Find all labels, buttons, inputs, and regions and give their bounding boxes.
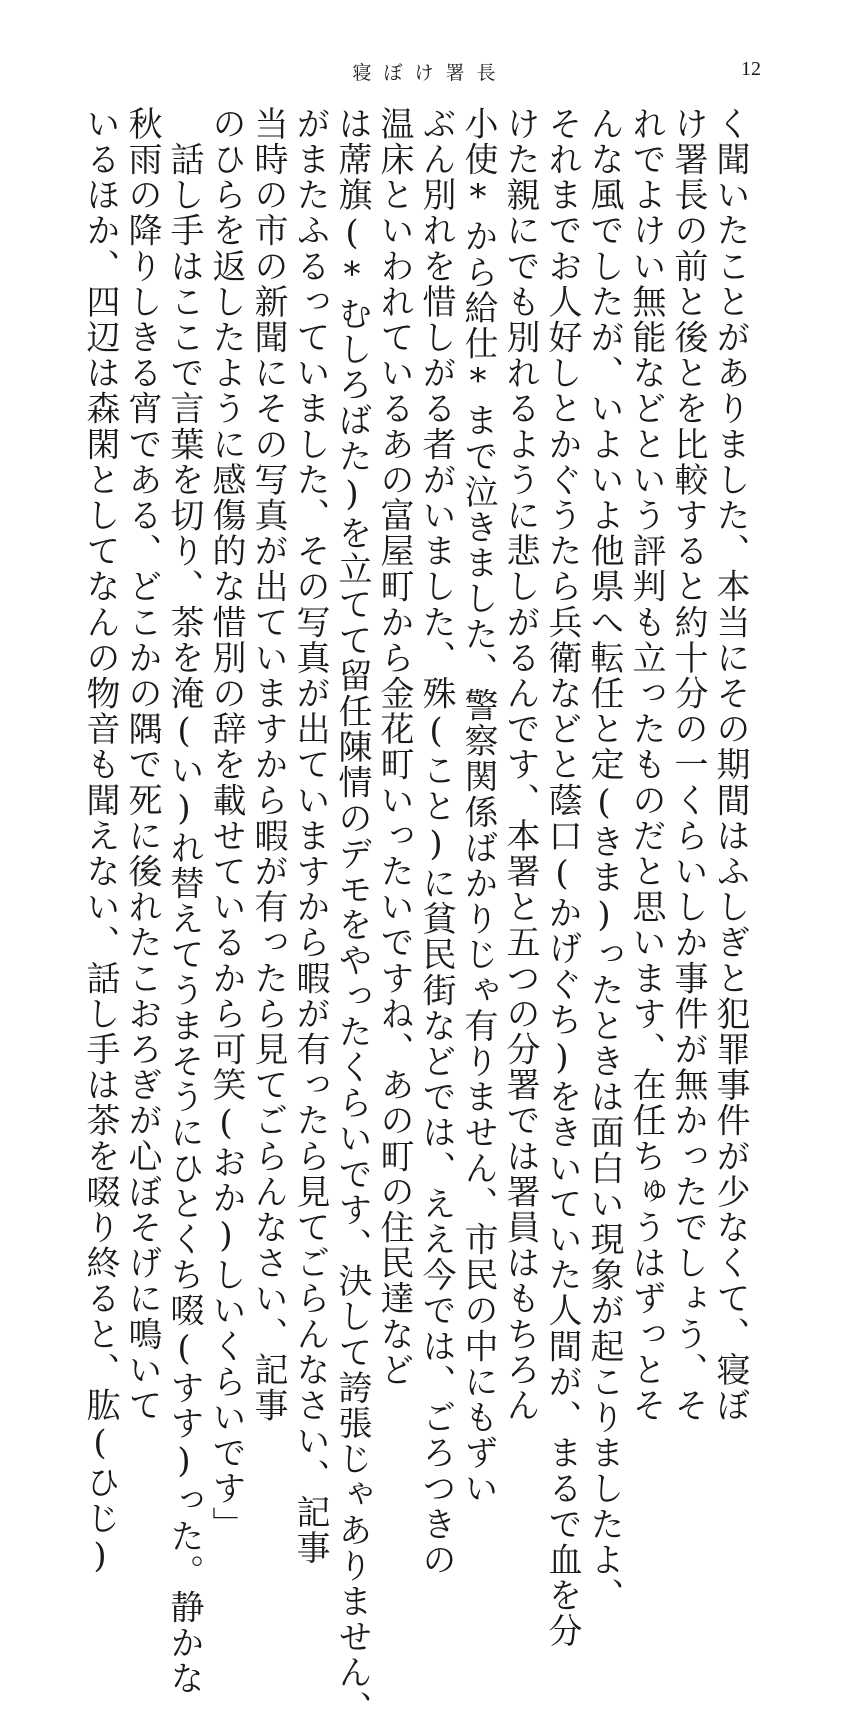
running-title: 寝ぼけ署長 <box>352 62 508 84</box>
page-number: 12 <box>741 58 761 80</box>
text-line: れでよけい無能などという評判も立ったものだと思います、在任ちゅうはずっとそ <box>626 106 666 1424</box>
text-line: んな風でしたが、いよいよ他県へ転任と定(きま)ったときは面白い現象が起こりましたよ、 <box>584 106 624 1614</box>
text-line: いるほか、四辺は森閑としてなんの物音も聞えない、話し手は茶を啜り終ると、肱(ひじ) <box>80 106 120 1578</box>
text-line: 小使*から給仕*まで泣きました、警察関係ばかりじゃ有りません、市民の中にもずい <box>458 106 498 1507</box>
text-line: がまたふるっていました、その写真が出ていますから暇が有ったら見てごらんなさい、記事 <box>290 106 330 1566</box>
text-line: それまでお人好しとかぐうたら兵衛などと蔭口(かげぐち)をきいていた人間が、まるで血を分 <box>542 106 582 1649</box>
text-line: けた親にでも別れるように悲しがるんです、本署と五つの分署では署員はもちろん <box>500 106 540 1424</box>
text-line: け署長の前と後とを比較すると約十分の一くらいしか事件が無かったでしょう、そ <box>668 106 708 1424</box>
text-line: 温床といわれているあの富屋町から金花町いったいですね、あの町の住民達など <box>374 106 414 1388</box>
text-line: 当時の市の新聞にその写真が出ていますから暇が有ったら見てごらんなさい、記事 <box>248 106 288 1424</box>
text-line: のひらを返したように感傷的な惜別の辞を載せているから可笑(おか)しいくらいです」 <box>206 106 246 1542</box>
text-line: ぶん別れを惜しがる者がいました、殊(こと)に貧民街などでは、ええ今では、ごろつきの <box>416 106 456 1578</box>
text-line: 秋雨の降りしきる宵である、どこかの隅で死に後れたこおろぎが心ぼそげに鳴いて <box>122 106 162 1424</box>
text-line: は蓆旗(*むしろばた)を立てて留任陳情のデモをやったくらいです、決して誇張じゃありません、 <box>332 106 372 1726</box>
vertical-body-text <box>79 106 751 1726</box>
text-line: く聞いたことがありました、本当にその期間はふしぎと犯罪事件が少なくて、寝ぼ <box>710 106 750 1424</box>
text-line: 話し手はここで言葉を切り、茶を淹(い)れ替えてうまそうにひとくち啜(すす)った。静かな <box>164 106 204 1697</box>
